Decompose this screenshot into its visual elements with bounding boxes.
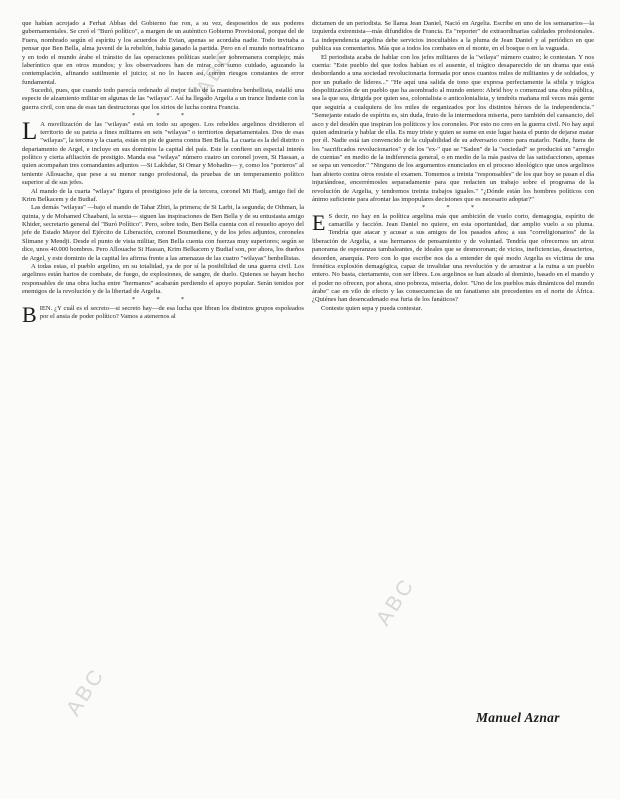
right-paragraph-2: El periodista acaba de hablar con los jefes militares de la "wilaya" número cuatro; le contestan. Y nos cuenta: "Este pueblo del que todos habían es el ausente, el trágico desaparecido de un drama que está desbordando a una sociedad revolucionaria formada por unos cuantos miles de militantes y de soldados, y por un puñado de líderes..." "He aquí una salida de tono que expresa perfectamente la sibila y trágica despolitización de un pueblo que ha asombrado al mundo entero: Abrid hoy o comenzad una obra pública, sea la que sea, dirigida por quien sea, colonialista o anticolonialista, y tendréis mañana mil veces más gente que seguiría a cualquiera de los miles de organizados por los distintos héroes de la independencia." "Semejante estado de espíritu es, sin duda, fruto de la intermedora miseria, pero también del cansancio, del asco y del desdén que inspiran los políticos y los coroneles. Por esto no creo en la guerra civil. No hay aquí quien admiraría y hablar de ella. Es muy triste y quien se sume en este lugar hasta el punto de dejarse matar por él. Nadie está tan convencido de la culpabilidad de su adversario como para matarlo. Nadie, fuera de los "sacrificados revolucionarios" y de los "ex-" que se "Saden" de la "sociedad" se producirá un "arreglo de cuentas" en medio de la indiferencia general, o en medio de la más pasiva de las satisfacciones, apenas se sepa un vencedor." "Ninguno de los argumentos enunciados en el proceso ideológico que unos argelinos han abierto contra otros resiste el examen. Tomemos a treinta "responsables" de los que hoy se pasan el día injuriándose, encerrémosles separadamente para que redacten un trabajo sobre el programa de la revolución de Argelia, y tendremos treinta trabajos iguales." "¿Dónde están los hombres políticos con ánimo suficiente para afrontar las impopulares decisiones que es necesario adoptar?": [312, 53, 594, 203]
left-section-3: [22, 301, 304, 327]
right-closing-line: Conteste quien sepa y pueda contestar.: [321, 304, 423, 312]
left-paragraph-6: A todas estas, el pueblo argelino, en su totalidad, ya de por sí la posibilidad de una guerra civil. Los argelinos están hartos de combate, de fuego, de explosiones, de sangre, de duelo. Quienes se hayan hecho responsables de una obra lucha entre "hermanos" acabarán perdiendo el apoyo popular. Serán tenidos por enemigos de la revolución y de la libertad de Argelia.: [22, 262, 304, 295]
watermark-abc-left: ABC: [61, 663, 110, 720]
drop-cap-l: L: [22, 117, 38, 145]
left-intro-paragraph: que habían acrojado a Ferhat Abbas del Gobierno fue ron, a su vez, desposeidos de sus poderes gubernamentales. Se creó el "Buró político", a margen de un auténtico Gobierno Provisional, porque del de Fuera, nombrado según el espíritu y los acuerdos de Evian, apenas se acordaba nadie. Todo invitaba a pensar que Ben Bella, alma juvenil de la rebelión, había ganado la partida. Pero en el mundo norteafricano y en todo el mundo árabe el tránsito de las operaciones políticas suele ser sobremanera complejo; más laberíntico que en otros mundos; y los observadores han de mirar con sumo cuidado, aguzando la contemplación, afinando sutilmente el juicio; si no lo hacen así, corren riesgos constantes de error fundamental.: [22, 20, 304, 86]
watermark-abc-right: ABC: [371, 573, 420, 630]
drop-cap-e: E: [312, 209, 326, 235]
right-section-3-text: S decir, no hay en la política argelina más que ambición de vuelo corto, demagogia, espíritu de camarilla y facción. Jean Daniel no quiere, en esta oportunidad, dar amplio vuelo a su pluma. Tendría que atacar y acusar a sus amigos de los pasados años; a sus "correligionarios" de la liberación de Argelia, a sus hermanos de pensamiento y de voluntad. Tendría que ofrecernos un atroz panorama de esperanzas tambaleantes, de ideales que se desmoronan; de vicios, ineficiencias, desaciertos, desorden, anarquía. Pero con lo que escribe nos da a entender de qué modo Argelia es víctima de una frenética explosión demagógica, capaz de invalidar una revolución y de arrastrar a la ruina a un pueblo entero. No basta, ciertamente, con ser libres. Los argelinos se han alzado al dominio, basado en el mando y el poder no ofrecen, por ahora, sino pobreza, miseria, dolor. "Uno de los pueblos más dinámicos del mundo árabe" cae en vilo de efecto y las consecuencias de un fanatismo sin precedentes en el norte de África. ¿Quiénes han desencadenado esa furia de los fanáticos?: [312, 212, 594, 304]
left-section-3-text: IEN. ¿Y cuál es el secreto—si secreto hay—de esa lucha que libran los distintos grupos espoleados por el ansia de poder político? Vamos a atenernos al: [39, 304, 304, 321]
left-section-2: [22, 117, 304, 188]
right-section-3: [312, 209, 594, 305]
drop-cap-b: B: [22, 301, 37, 327]
left-paragraph-4: Al mando de la cuarta "wilaya" figura el prestigioso jefe de la tercera, coronel Mi Hadj, amigo fiel de Krim Belkacem y de Budiaf.: [22, 187, 304, 203]
section-divider-3: * * *: [422, 205, 484, 212]
right-paragraph-1: dictamen de un periodista. Se llama Jean Daniel, Nació en Argelia. Escribe en uno de los semanarios—la izquierda extremista—más difundidos de Francia. Es "reporter" de extraordinarias calidades profesionales. La independencia argelina debe servicios inocultables a la pluma de Jean Daniel y al periódico en que publica sus comentarios. Más que a todos los combates en el monte, en el bosque o en la vaguada.: [312, 20, 594, 53]
author-signature: Manuel Aznar: [476, 710, 560, 725]
watermark-abc-top: ABC: [191, 43, 240, 100]
left-paragraph-5: Las demás "wilayas" —bajo el mando de Tahar Zbiri, la primera; de Si Larbi, la segunda; de Othman, la quinta, y de Mohamed Chaabani, la sexta— siguen las inspiraciones de Ben Bella y de su entusiasta amigo Khider, secretario general del "Buró Político". Pero, sobre todo, Ben Bella cuenta con el resuelto apoyo del jefe de Estado Mayor del Ejército de Liberación, coronel Boumediene, y de los jefes adjuntos, coroneles Slimane y Mendji. Desde el punto de vista militar, Ben Bella cuenta con fuerzas muy superiores; según se dice, unos 40.000 hombres. Pero Allouache Si Hassan, Krim Belkacem y Budiaf son, por ahora, los dueños de Argel, y este dominio de la capital les afirma frente a las amenazas de las cuatro "wilayas" benbellistas.: [22, 204, 304, 262]
left-paragraph-2: Sucedió, pues, que cuando todo parecía ordenado al mejor fallo de la maniobra benbellista, estalló una especie de alzamiento militar en algunas de las "wilayas". Así ha llegado Argelia a un trance lindante con la guerra civil, con una de esas tan destructoras que los sirios de lucha contra Francia.: [22, 87, 304, 111]
section-divider-1: * * *: [132, 113, 194, 120]
section-divider-2: * * *: [132, 297, 194, 304]
left-column: [22, 20, 304, 327]
right-column: [312, 20, 594, 313]
left-section-2-text: A movilización de las "wilayas" está en todo su apogeo. Los rebeldes argelinos dividieron el territorio de su patria a fines militares en seis "wilayas" o territorios departamentales. Dos de esas "wilayas", la tercera y la cuarta, están en pie de guerra contra Ben Bella. La cuarta es la del distrito o departamento de Argel, e incluye en sus dominios la capital del país. Este le confiere un especial interés político y cierta afiliación de prestigio. Manda esa "wilaya" número cuatro un coronel joven, Si Hassan, a quien acompañan tres comandantes adjuntos —Si Lakhdar, Si Omar y Mohadin— y, como los "porteros" al teniente Allouache, que pese a su menor rango profesional, da pruebas de un temperamento político superior al de sus jefes.: [22, 120, 304, 187]
